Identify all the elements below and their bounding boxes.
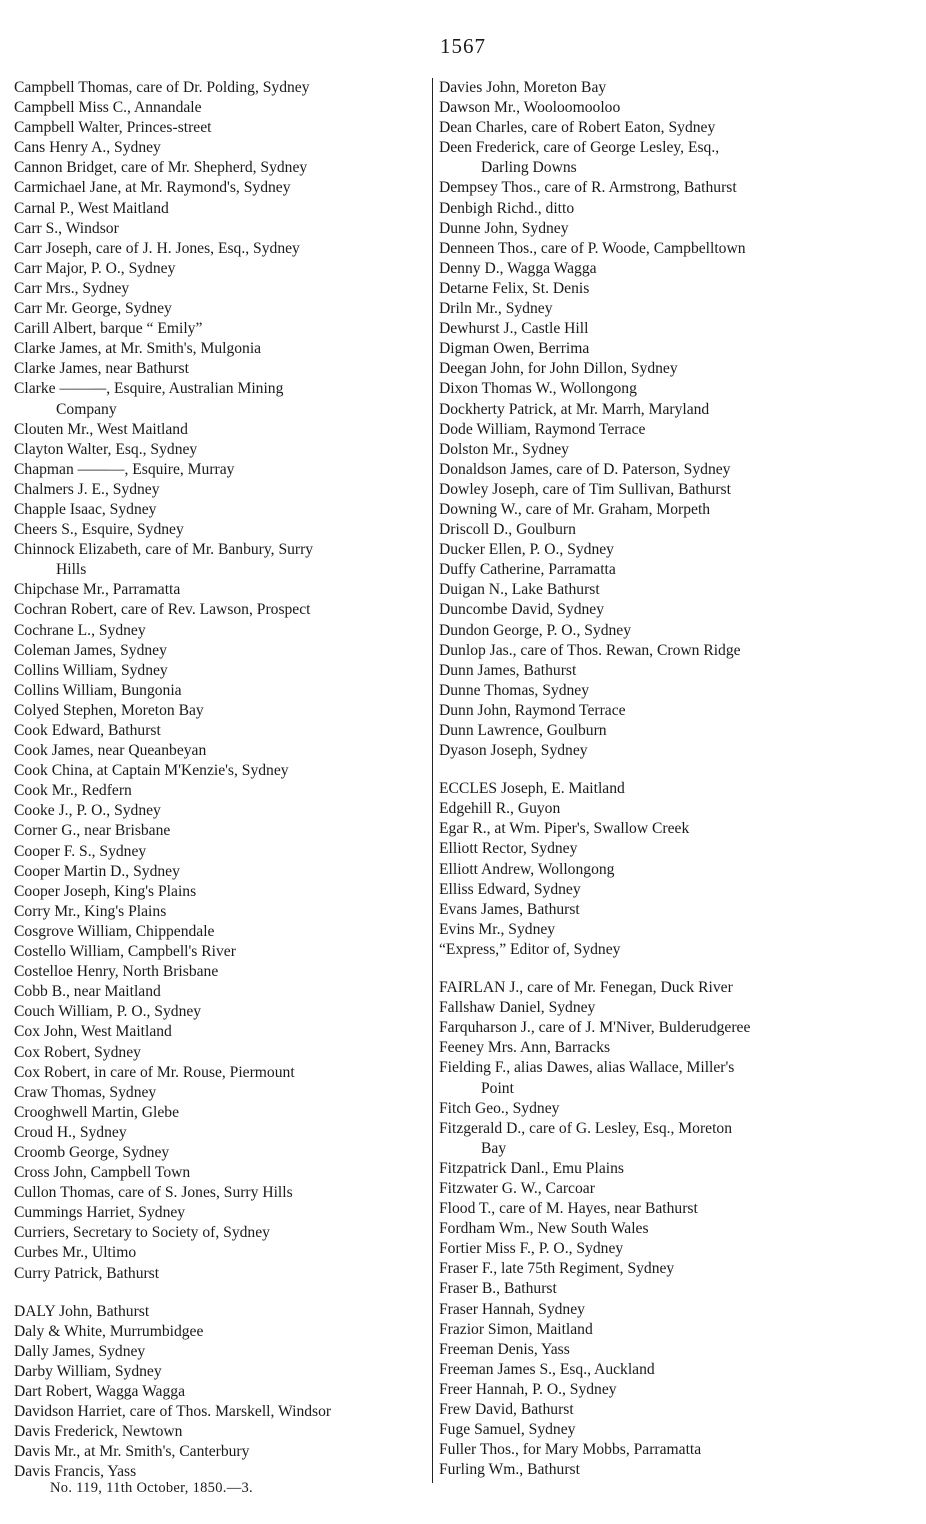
left-column <box>14 78 430 1482</box>
letter-entry: Fuge Samuel, Sydney <box>439 1421 576 1439</box>
letter-entry: Coleman James, Sydney <box>14 641 167 659</box>
letter-entry: Cannon Bridget, care of Mr. Shepherd, Sydney <box>14 159 308 177</box>
letter-entry: Dawson Mr., Wooloomooloo <box>439 99 621 117</box>
letter-entry: Digman Owen, Berrima <box>439 340 590 358</box>
letter-entry: Cosgrove William, Chippendale <box>14 922 215 940</box>
letter-entry: DALY John, Bathurst <box>14 1302 150 1320</box>
letter-entry: Cross John, Campbell Town <box>14 1164 191 1182</box>
letter-entry: Curry Patrick, Bathurst <box>14 1264 160 1282</box>
letter-entry: Egar R., at Wm. Piper's, Swallow Creek <box>439 820 690 838</box>
letter-entry: Fortier Miss F., P. O., Sydney <box>439 1240 624 1258</box>
letter-entry-continuation: Company <box>56 400 117 418</box>
section-gap <box>439 960 857 978</box>
letter-entry: Collins William, Sydney <box>14 661 168 679</box>
letter-entry: Duigan N., Lake Bathurst <box>439 581 600 599</box>
letter-entry: Cobb B., near Maitland <box>14 983 161 1001</box>
letter-entry: Dyason Joseph, Sydney <box>439 742 588 760</box>
letter-entry: Dunne John, Sydney <box>439 219 569 237</box>
footer-issue-line: No. 119, 11th October, 1850.—3. <box>50 1480 253 1496</box>
letter-entry: Cooper Martin D., Sydney <box>14 862 180 880</box>
letter-entry: Dode William, Raymond Terrace <box>439 420 646 438</box>
letter-entry: Duncombe David, Sydney <box>439 601 605 619</box>
letter-entry: Chipchase Mr., Parramatta <box>14 581 181 599</box>
letter-entry: Dundon George, P. O., Sydney <box>439 621 632 639</box>
letter-entry: Furling Wm., Bathurst <box>439 1461 580 1479</box>
letter-entry: Clouten Mr., West Maitland <box>14 420 188 438</box>
letter-entry: Clarke James, at Mr. Smith's, Mulgonia <box>14 340 262 358</box>
letter-entry: Campbell Walter, Princes-street <box>14 119 212 137</box>
letter-entry: Cullon Thomas, care of S. Jones, Surry Hills <box>14 1184 293 1202</box>
letter-entry: Driln Mr., Sydney <box>439 300 553 318</box>
letter-entry: Dolston Mr., Sydney <box>439 440 569 458</box>
letter-entry: Corry Mr., King's Plains <box>14 902 167 920</box>
letter-entry: Fitzgerald D., care of G. Lesley, Esq., Moreton <box>439 1119 733 1137</box>
letter-entry: Fraser B., Bathurst <box>439 1280 557 1298</box>
letter-entry: Cochrane L., Sydney <box>14 621 146 639</box>
letter-entry: Carr Mr. George, Sydney <box>14 300 172 318</box>
letter-entry: Cooper Joseph, King's Plains <box>14 882 197 900</box>
letter-entry: Farquharson J., care of J. M'Niver, Bulderudgeree <box>439 1019 751 1037</box>
letter-entry: Deen Frederick, care of George Lesley, Esq., <box>439 139 720 157</box>
letter-entry: Davis Frederick, Newtown <box>14 1423 183 1441</box>
letter-entry: Fraser Hannah, Sydney <box>439 1300 585 1318</box>
letter-entry: Colyed Stephen, Moreton Bay <box>14 701 204 719</box>
letter-entry: Fitzwater G. W., Carcoar <box>439 1179 595 1197</box>
letter-entry-continuation: Hills <box>56 561 87 579</box>
letter-entry: Cummings Harriet, Sydney <box>14 1204 186 1222</box>
page-number: 1567 <box>440 34 486 58</box>
letter-entry: Dunn Lawrence, Goulburn <box>439 722 607 739</box>
letter-entry: Feeney Mrs. Ann, Barracks <box>439 1039 611 1057</box>
section-gap <box>439 761 857 779</box>
letter-entry: Davis Francis, Yass <box>14 1463 137 1481</box>
letter-entry-continuation: Darling Downs <box>481 159 577 177</box>
letter-entry: Freeman James S., Esq., Auckland <box>439 1360 655 1378</box>
letter-entry: Fallshaw Daniel, Sydney <box>439 999 596 1017</box>
letter-entry: Carr Mrs., Sydney <box>14 279 130 297</box>
letter-entry: Cook James, near Queanbeyan <box>14 742 207 760</box>
letter-entry: Chapple Isaac, Sydney <box>14 500 157 518</box>
letter-entry: Campbell Thomas, care of Dr. Polding, Sydney <box>14 79 310 96</box>
letter-entry: Cooper F. S., Sydney <box>14 842 147 860</box>
letter-entry: Dunlop Jas., care of Thos. Rewan, Crown Ridge <box>439 641 741 659</box>
letter-entry: Daly & White, Murrumbidgee <box>14 1322 204 1340</box>
letter-entry: Clarke James, near Bathurst <box>14 360 189 378</box>
letter-entry: Edgehill R., Guyon <box>439 800 561 818</box>
letter-entry: Campbell Miss C., Annandale <box>14 99 202 117</box>
letter-entry: Couch William, P. O., Sydney <box>14 1003 202 1021</box>
letter-entry: Chalmers J. E., Sydney <box>14 480 160 498</box>
letter-entry: Duffy Catherine, Parramatta <box>439 561 616 579</box>
letter-entry: Freer Hannah, P. O., Sydney <box>439 1380 617 1398</box>
letter-entry-continuation: Point <box>481 1079 514 1097</box>
letter-entry: Clayton Walter, Esq., Sydney <box>14 440 198 458</box>
letter-entry: Corner G., near Brisbane <box>14 822 171 840</box>
letter-entry: Darby William, Sydney <box>14 1362 162 1380</box>
letter-entry: Fuller Thos., for Mary Mobbs, Parramatta <box>439 1441 702 1459</box>
letter-entry: Curriers, Secretary to Society of, Sydney <box>14 1224 270 1242</box>
letter-entry: Carmichael Jane, at Mr. Raymond's, Sydney <box>14 179 291 197</box>
letter-entry-continuation: Bay <box>481 1139 507 1157</box>
letter-entry: Carnal P., West Maitland <box>14 199 169 217</box>
letter-entry: Chinnock Elizabeth, care of Mr. Banbury, Surry <box>14 541 314 559</box>
letter-entry: Denneen Thos., care of P. Woode, Campbelltown <box>439 239 746 257</box>
letter-entry: Chapman ———, Esquire, Murray <box>14 460 235 478</box>
letter-entry: Costelloe Henry, North Brisbane <box>14 963 219 981</box>
letter-entry: Dunne Thomas, Sydney <box>439 681 590 699</box>
letter-entry: Detarne Felix, St. Denis <box>439 279 590 297</box>
letter-entry: Freeman Denis, Yass <box>439 1340 570 1358</box>
letter-entry: Elliss Edward, Sydney <box>439 880 581 898</box>
letter-entry: Cook Edward, Bathurst <box>14 722 161 739</box>
letter-entry: Collins William, Bungonia <box>14 681 182 699</box>
letter-entry: Craw Thomas, Sydney <box>14 1083 157 1101</box>
letter-entry: Deegan John, for John Dillon, Sydney <box>439 360 678 378</box>
letter-entry: Evans James, Bathurst <box>439 900 580 918</box>
letter-entry: Croud H., Sydney <box>14 1123 127 1141</box>
letter-entry: ECCLES Joseph, E. Maitland <box>439 780 625 798</box>
letter-entry: Carr Major, P. O., Sydney <box>14 259 176 277</box>
letter-entry: Cox Robert, in care of Mr. Rouse, Piermount <box>14 1063 295 1081</box>
letter-entry: Elliott Rector, Sydney <box>439 840 578 858</box>
letter-entry: Ducker Ellen, P. O., Sydney <box>439 541 614 559</box>
letter-entry: Elliott Andrew, Wollongong <box>439 860 615 878</box>
letter-entry: Curbes Mr., Ultimo <box>14 1244 137 1262</box>
section-gap <box>14 1284 430 1302</box>
letter-entry: Dempsey Thos., care of R. Armstrong, Bathurst <box>439 179 737 197</box>
letter-entry: Cook Mr., Redfern <box>14 782 132 800</box>
letter-entry: Dean Charles, care of Robert Eaton, Sydney <box>439 119 716 137</box>
letter-entry: Denbigh Richd., ditto <box>439 199 575 217</box>
letter-entry: Cochran Robert, care of Rev. Lawson, Prospect <box>14 601 311 619</box>
letter-entry: FAIRLAN J., care of Mr. Fenegan, Duck River <box>439 979 733 997</box>
letter-entry: Dewhurst J., Castle Hill <box>439 320 589 338</box>
letter-entry: Dowley Joseph, care of Tim Sullivan, Bathurst <box>439 480 731 498</box>
letter-entry: Evins Mr., Sydney <box>439 920 556 938</box>
letter-entry: Carr Joseph, care of J. H. Jones, Esq., Sydney <box>14 239 300 257</box>
letter-entry: Croomb George, Sydney <box>14 1143 170 1161</box>
letter-entry: Carill Albert, barque “ Emily” <box>14 320 203 338</box>
letter-entry: Donaldson James, care of D. Paterson, Sydney <box>439 460 731 478</box>
letter-entry: Carr S., Windsor <box>14 219 119 237</box>
letter-entry: Dart Robert, Wagga Wagga <box>14 1383 185 1400</box>
letter-entry: Frew David, Bathurst <box>439 1401 574 1418</box>
letter-entry: Denny D., Wagga Wagga <box>439 259 597 277</box>
letter-entry: Fitch Geo., Sydney <box>439 1099 560 1117</box>
letter-entry: Cox John, West Maitland <box>14 1023 172 1041</box>
letter-entry: Dixon Thomas W., Wollongong <box>439 380 637 398</box>
letter-entry: “Express,” Editor of, Sydney <box>439 940 621 958</box>
letter-entry: Davidson Harriet, care of Thos. Marskell, Windsor <box>14 1403 332 1421</box>
letter-entry: Frazior Simon, Maitland <box>439 1320 593 1338</box>
letter-entry: Downing W., care of Mr. Graham, Morpeth <box>439 500 711 518</box>
letter-entry: Fraser F., late 75th Regiment, Sydney <box>439 1260 675 1278</box>
letter-entry: Cox Robert, Sydney <box>14 1043 141 1061</box>
letter-entry: Fitzpatrick Danl., Emu Plains <box>439 1159 624 1177</box>
letter-entry: Fordham Wm., New South Wales <box>439 1220 649 1238</box>
letter-entry: Cook China, at Captain M'Kenzie's, Sydney <box>14 762 289 780</box>
letter-entry: Davies John, Moreton Bay <box>439 79 607 96</box>
letter-entry: Driscoll D., Goulburn <box>439 521 576 539</box>
letter-entry: Flood T., care of M. Hayes, near Bathurst <box>439 1200 698 1218</box>
letter-entry: Clarke ———, Esquire, Australian Mining <box>14 380 284 398</box>
letter-entry: Dunn James, Bathurst <box>439 661 577 679</box>
letter-entry: Cheers S., Esquire, Sydney <box>14 521 184 539</box>
letter-entry: Dunn John, Raymond Terrace <box>439 701 626 719</box>
letter-entry: Cooke J., P. O., Sydney <box>14 802 161 820</box>
letter-entry: Fielding F., alias Dawes, alias Wallace, Miller's <box>439 1059 735 1077</box>
letter-entry: Costello William, Campbell's River <box>14 943 236 961</box>
letter-entry: Cans Henry A., Sydney <box>14 139 161 157</box>
right-column <box>432 78 857 1483</box>
letter-entry: Davis Mr., at Mr. Smith's, Canterbury <box>14 1443 250 1461</box>
letter-entry: Dally James, Sydney <box>14 1342 146 1360</box>
letter-entry: Dockherty Patrick, at Mr. Marrh, Maryland <box>439 400 710 418</box>
letter-entry: Crooghwell Martin, Glebe <box>14 1103 179 1121</box>
